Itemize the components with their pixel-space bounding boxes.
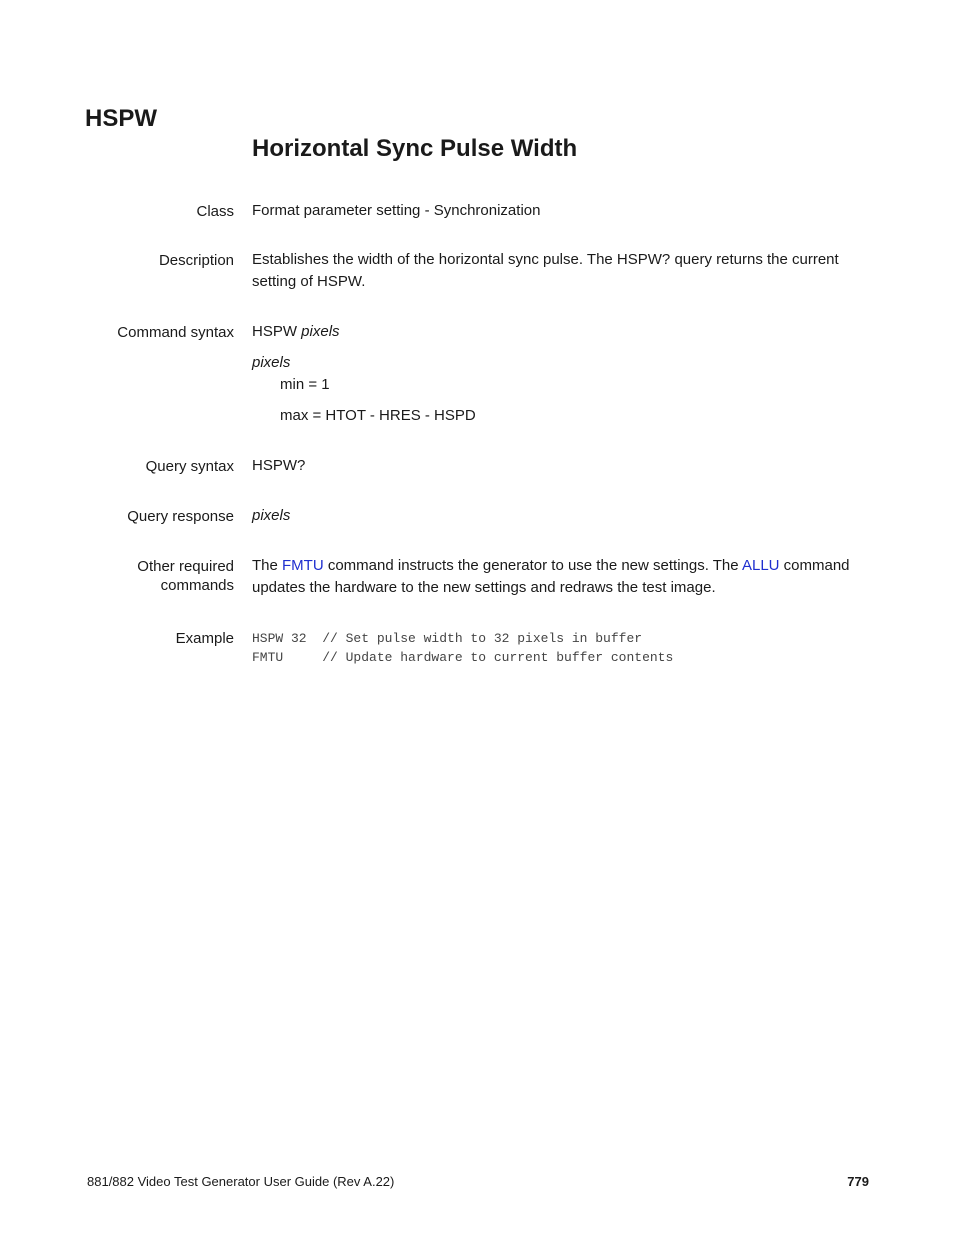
- param-min: min = 1: [280, 376, 330, 393]
- query-syntax-label: Query syntax: [145, 458, 234, 475]
- example-code: [252, 629, 872, 667]
- other-required-label-line1: Other required: [137, 558, 234, 575]
- example-label: Example: [175, 630, 234, 647]
- command-syntax-line: [252, 321, 872, 343]
- other-required-label-line2: commands: [160, 577, 234, 594]
- footer-guide-title: 881/882 Video Test Generator User Guide (Rev A.22): [87, 1174, 395, 1189]
- other-required-label: [34, 557, 234, 595]
- query-response-value: pixels: [252, 507, 291, 524]
- syntax-param: pixels: [301, 323, 340, 340]
- other-required-t2: command instructs the generator to use the new settings. The: [323, 557, 742, 574]
- footer-page-number: 779: [847, 1174, 869, 1189]
- param-name: [252, 352, 872, 374]
- description-text: Establishes the width of the horizontal sync pulse. The HSPW? query returns the current setting of HSPW.: [252, 251, 839, 290]
- class-label: Class: [196, 203, 234, 220]
- param-name-text: pixels: [252, 354, 291, 371]
- description-label: Description: [158, 252, 234, 269]
- command-title: Horizontal Sync Pulse Width: [252, 135, 578, 162]
- syntax-command: HSPW: [252, 323, 297, 340]
- example-line-2: FMTU // Update hardware to current buffer contents: [252, 650, 674, 665]
- command-name: HSPW: [85, 105, 157, 132]
- class-text: Format parameter setting - Synchronization: [252, 202, 541, 219]
- command-syntax-content: [252, 321, 872, 427]
- example-line-1: HSPW 32 // Set pulse width to 32 pixels in buffer: [252, 631, 643, 646]
- query-response-label: Query response: [127, 508, 234, 525]
- query-syntax-text: HSPW?: [252, 457, 306, 474]
- query-response-text: [252, 505, 872, 527]
- command-syntax-label: Command syntax: [117, 324, 234, 341]
- fmtu-link[interactable]: FMTU: [282, 557, 324, 574]
- other-required-t1: The: [252, 557, 283, 574]
- allu-link[interactable]: ALLU: [741, 557, 780, 574]
- other-required-t3: command updates the hardware to the new settings and redraws the test image.: [252, 557, 850, 596]
- other-required-text: [252, 555, 872, 599]
- param-max: max = HTOT - HRES - HSPD: [280, 407, 476, 424]
